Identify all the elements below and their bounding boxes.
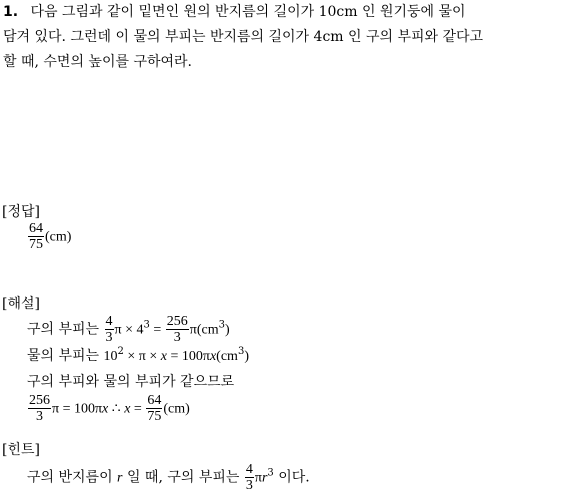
hint-frac-den: 3 <box>245 478 253 493</box>
solution-line-2 <box>27 348 249 365</box>
solution-l1-mid: π × 4 <box>114 322 144 338</box>
question-text-3: 할 때, 수면의 높이를 구하여라. <box>3 54 192 70</box>
solution-l1-close: ) <box>225 322 230 338</box>
hint-r2: r <box>261 470 268 486</box>
hint-post: 이다. <box>273 469 310 486</box>
solution-l1-unit: π(cm <box>189 322 219 338</box>
solution-l2-a: 10 <box>103 349 118 364</box>
answer-unit: (cm) <box>45 229 72 245</box>
solution-l2-x2: x <box>209 349 217 364</box>
question-text-1: 다음 그림과 같이 밑면인 원의 반지름의 길이가 10cm 인 원기둥에 물이 <box>30 4 466 20</box>
solution-l4-fraction-2 <box>146 393 162 424</box>
answer-value <box>27 221 71 252</box>
solution-line-1 <box>27 314 230 345</box>
solution-l1-f1-den: 3 <box>105 330 113 345</box>
solution-l2-c: = 100π <box>166 349 210 364</box>
question-number: 1. <box>3 4 19 20</box>
solution-l4-a: π = 100π <box>52 401 103 417</box>
answer-denominator: 75 <box>29 237 43 252</box>
hint-pi: π <box>254 470 262 486</box>
solution-l1-exp-2: 3 <box>218 319 225 331</box>
solution-l2-b: × π × <box>123 349 161 364</box>
question-line-1 <box>3 4 466 20</box>
solution-l1-fraction-1 <box>105 314 114 345</box>
question-text-2: 담겨 있다. 그런데 이 물의 부피는 반지름의 길이가 4cm 인 구의 부피와 같다고 <box>3 29 484 45</box>
solution-l4-f2-den: 75 <box>147 409 162 424</box>
solution-l1-f1-num: 4 <box>105 314 113 329</box>
solution-l1-text: 구의 부피는 <box>27 321 104 338</box>
solution-l2-exp-1: 2 <box>117 346 124 357</box>
solution-l2-x: x <box>160 349 167 364</box>
hint-fraction <box>245 462 254 493</box>
hint-mid: 일 때, 구의 부피는 <box>122 469 244 486</box>
solution-l2-text: 물의 부피는 <box>27 348 104 364</box>
solution-heading: [해설] <box>2 296 40 312</box>
answer-numerator: 64 <box>29 221 43 236</box>
solution-l4-fraction-1 <box>28 393 51 424</box>
hint-heading: [힌트] <box>2 442 40 458</box>
solution-l4-f1-num: 256 <box>29 393 50 408</box>
solution-line-3: 구의 부피와 물의 부피가 같으므로 <box>27 374 235 390</box>
answer-fraction <box>28 221 44 252</box>
solution-l1-f2-den: 3 <box>173 330 181 345</box>
answer-heading: [정답] <box>2 204 40 220</box>
solution-l1-exp-1: 3 <box>143 319 150 331</box>
solution-l2-exp-2: 3 <box>237 346 245 357</box>
solution-l4-b: ∴ <box>108 401 125 417</box>
hint-line <box>27 462 310 493</box>
solution-l1-fraction-2 <box>166 314 189 345</box>
hint-r: r <box>117 470 123 486</box>
solution-l1-f2-num: 256 <box>166 314 188 329</box>
solution-l2-unit: (cm <box>216 349 238 364</box>
solution-line-4 <box>27 393 190 424</box>
solution-l4-eq: = <box>130 401 146 417</box>
solution-l1-eq: = <box>149 322 165 338</box>
solution-l4-f1-den: 3 <box>36 409 43 424</box>
solution-l2-close: ) <box>244 349 249 364</box>
hint-exp: 3 <box>267 467 274 479</box>
solution-l4-x2: x <box>124 401 131 417</box>
hint-frac-num: 4 <box>245 462 253 477</box>
solution-l4-x: x <box>102 401 109 417</box>
hint-pre: 구의 반지름이 <box>27 469 118 486</box>
solution-l4-unit: (cm) <box>163 401 190 417</box>
solution-l4-f2-num: 64 <box>147 393 162 408</box>
